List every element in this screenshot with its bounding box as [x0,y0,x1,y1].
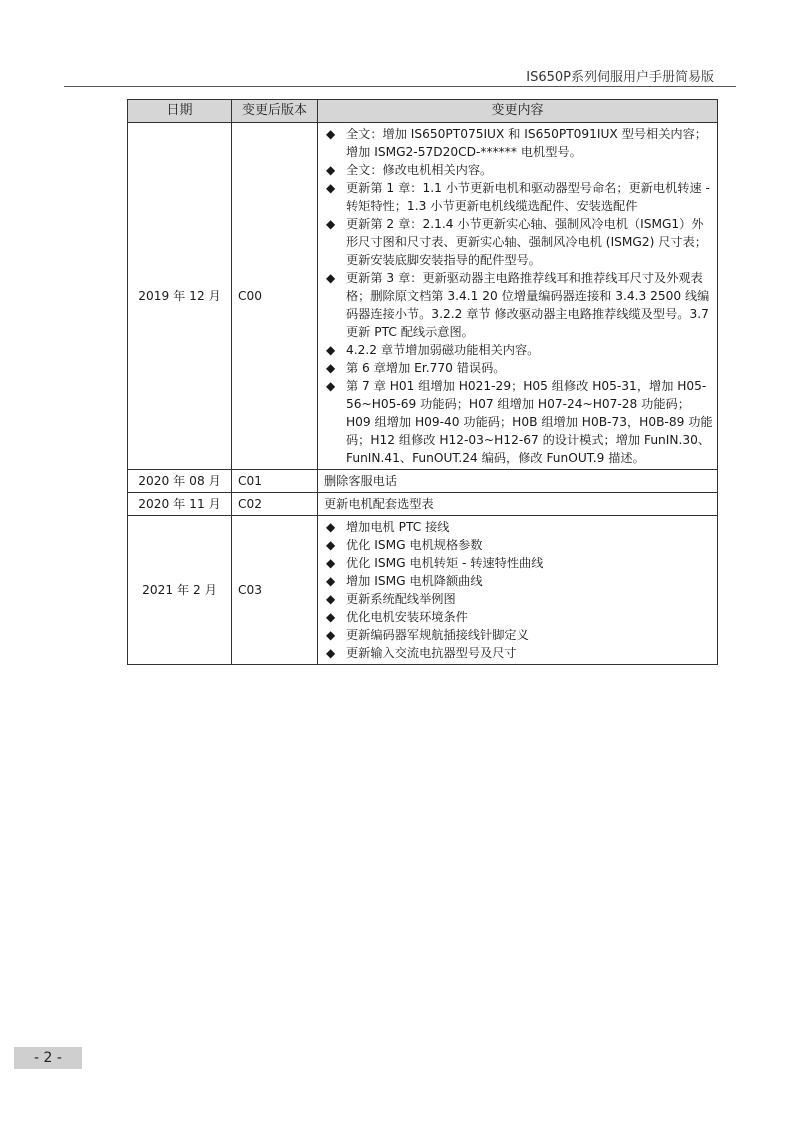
row-version: C03 [232,516,318,665]
list-item [322,518,713,536]
diamond-bullet-icon: ◆ [326,574,336,588]
list-item-text: 更新输入交流电抗器型号及尺寸 [346,646,517,660]
list-item-text: 全文：增加 IS650PT075IUX 和 IS650PT091IUX 型号相关内容；增加 ISMG2-57D20CD-****** 电机型号。 [346,127,707,159]
header-rule [64,86,736,87]
list-item-text: 4.2.2 章节增加弱磁功能相关内容。 [346,343,540,357]
diamond-bullet-icon: ◆ [326,127,336,141]
list-item-text: 更新系统配线举例图 [346,592,456,606]
revision-history-table [127,99,718,665]
row-content: 删除客服电话 [318,470,718,493]
list-item [322,608,713,626]
list-item [322,161,713,179]
diamond-bullet-icon: ◆ [326,361,336,375]
table-row [128,493,718,516]
diamond-bullet-icon: ◆ [326,181,336,195]
list-item-text: 增加 ISMG 电机降额曲线 [346,574,483,588]
list-item-text: 更新第 3 章：更新驱动器主电路推荐线耳和推荐线耳尺寸及外观表格；删除原文档第 3.4.1 20 位增量编码器连接和 3.4.3 2500 线编码器连接小节。3.2.2 章节 修改驱动器主电路推荐线缆及型号。3.7 更新 PTC 配线示意图。 [346,271,710,339]
diamond-bullet-icon: ◆ [326,271,336,285]
table-row [128,123,718,470]
diamond-bullet-icon: ◆ [326,520,336,534]
diamond-bullet-icon: ◆ [326,610,336,624]
list-item-text: 第 6 章增加 Er.770 错误码。 [346,361,506,375]
row-version: C02 [232,493,318,516]
list-item [322,590,713,608]
row-content [318,516,718,665]
diamond-bullet-icon: ◆ [326,538,336,552]
list-item-text: 更新编码器军规航插接线针脚定义 [346,628,529,642]
list-item [322,536,713,554]
list-item-text: 更新第 2 章：2.1.4 小节更新实心轴、强制风冷电机（ISMG1）外形尺寸图和尺寸表、更新实心轴、强制风冷电机 (ISMG2) 尺寸表；更新安装底脚安装指导的配件型号。 [346,217,707,267]
list-item-text: 增加电机 PTC 接线 [346,520,450,534]
list-item [322,644,713,662]
table-row [128,516,718,665]
list-item [322,125,713,161]
table-row [128,470,718,493]
table-header-row [128,100,718,123]
list-item-text: 优化 ISMG 电机转矩 - 转速特性曲线 [346,556,544,570]
diamond-bullet-icon: ◆ [326,217,336,231]
list-item [322,572,713,590]
diamond-bullet-icon: ◆ [326,163,336,177]
row-date: 2020 年 08 月 [128,470,232,493]
row-content [318,123,718,470]
list-item [322,626,713,644]
row-date: 2020 年 11 月 [128,493,232,516]
list-item-text: 全文：修改电机相关内容。 [346,163,493,177]
row-date: 2021 年 2 月 [128,516,232,665]
row-date: 2019 年 12 月 [128,123,232,470]
diamond-bullet-icon: ◆ [326,556,336,570]
list-item-text: 优化 ISMG 电机规格参数 [346,538,483,552]
list-item-text: 第 7 章 H01 组增加 H021-29；H05 组修改 H05-31，增加 H05-56~H05-69 功能码；H07 组增加 H07-24~H07-28 功能码；H09 组增加 H09-40 功能码；H0B 组增加 H0B-73，H0B-89 功能码；H12 组修改 H12-03~H12-67 的设计模式；增加 FunIN.30、FunIN.41、FunOUT.24 编码，修改 FunOUT.9 描述。 [346,379,713,465]
diamond-bullet-icon: ◆ [326,646,336,660]
row-version: C00 [232,123,318,470]
list-item [322,377,713,467]
row-version: C01 [232,470,318,493]
list-item-text: 更新第 1 章：1.1 小节更新电机和驱动器型号命名；更新电机转速 - 转矩特性；1.3 小节更新电机线缆选配件、安装选配件 [346,181,710,213]
running-header-title: IS650P系列伺服用户手册简易版 [526,70,714,85]
list-item [322,359,713,377]
diamond-bullet-icon: ◆ [326,592,336,606]
page-number: - 2 - [14,1047,82,1069]
list-item-text: 优化电机安装环境条件 [346,610,468,624]
diamond-bullet-icon: ◆ [326,343,336,357]
list-item [322,554,713,572]
list-item [322,341,713,359]
column-header-date: 日期 [128,100,232,123]
list-item [322,215,713,269]
list-item [322,269,713,341]
list-item [322,179,713,215]
diamond-bullet-icon: ◆ [326,628,336,642]
row-content: 更新电机配套选型表 [318,493,718,516]
change-list [322,125,713,467]
diamond-bullet-icon: ◆ [326,379,336,393]
column-header-version: 变更后版本 [232,100,318,123]
change-list [322,518,713,662]
column-header-content: 变更内容 [318,100,718,123]
